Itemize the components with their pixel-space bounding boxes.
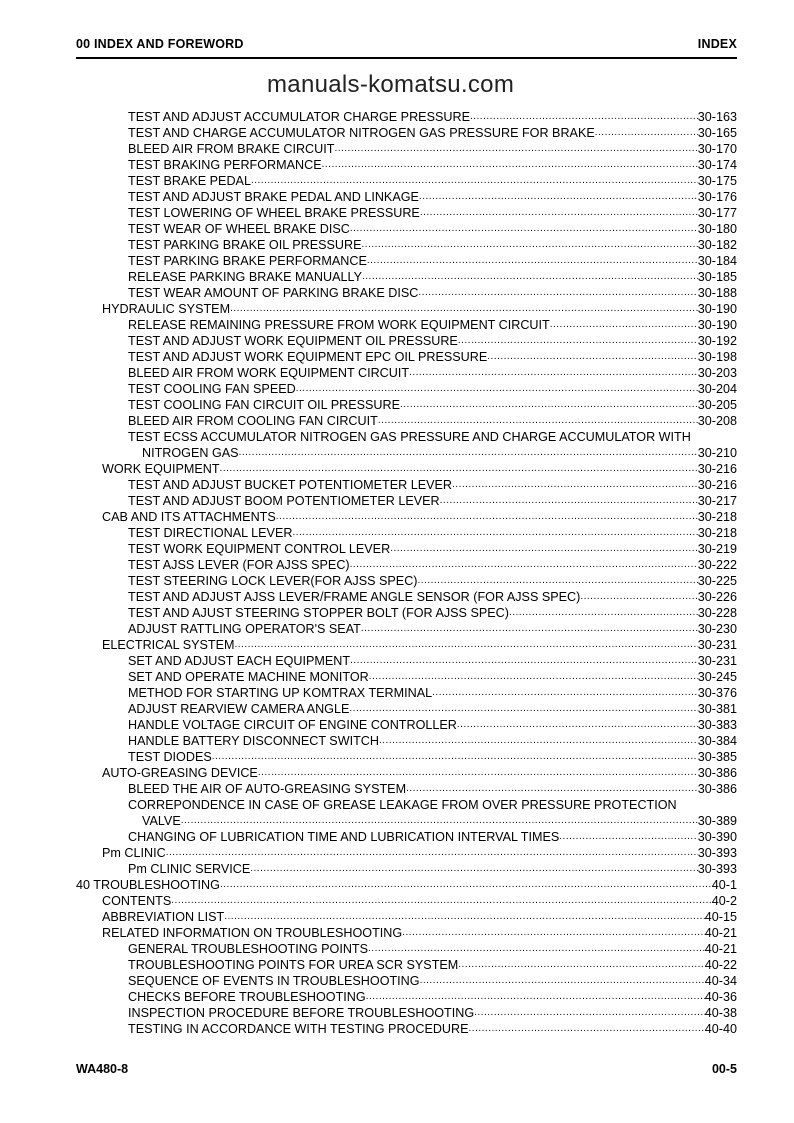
toc-entry-label: BLEED AIR FROM BRAKE CIRCUIT bbox=[128, 142, 335, 156]
toc-entry-page: 30-385 bbox=[697, 750, 737, 764]
dot-leader bbox=[409, 365, 698, 381]
dot-leader bbox=[474, 1005, 705, 1021]
dot-leader bbox=[469, 1021, 705, 1037]
toc-entry-page: 40-21 bbox=[704, 926, 737, 940]
dot-leader bbox=[419, 189, 698, 205]
toc-entry[interactable] bbox=[76, 477, 737, 493]
dot-leader bbox=[432, 685, 698, 701]
dot-leader bbox=[420, 973, 705, 989]
toc-entry-label: CONTENTS bbox=[102, 894, 172, 908]
toc-entry-page: 40-38 bbox=[704, 1006, 737, 1020]
toc-entry-label: ADJUST RATTLING OPERATOR'S SEAT bbox=[128, 622, 361, 636]
toc-entry[interactable] bbox=[76, 893, 737, 909]
dot-leader bbox=[350, 557, 698, 573]
toc-entry-page: 30-175 bbox=[697, 174, 737, 188]
toc-entry-label: TEST DIRECTIONAL LEVER bbox=[128, 526, 293, 540]
toc-entry-page: 30-163 bbox=[697, 110, 737, 124]
toc-entry-label: TEST WEAR AMOUNT OF PARKING BRAKE DISC bbox=[128, 286, 419, 300]
dot-leader bbox=[224, 909, 705, 925]
toc-entry[interactable] bbox=[76, 941, 737, 957]
dot-leader bbox=[487, 349, 698, 365]
dot-leader bbox=[349, 701, 697, 717]
toc-entry-label: WORK EQUIPMENT bbox=[102, 462, 220, 476]
toc-entry-page: 30-192 bbox=[697, 334, 737, 348]
toc-entry-page: 30-386 bbox=[697, 782, 737, 796]
toc-entry-label: TEST AND ADJUST BOOM POTENTIOMETER LEVER bbox=[128, 494, 440, 508]
table-of-contents bbox=[76, 109, 737, 1037]
toc-entry[interactable] bbox=[76, 957, 737, 973]
toc-entry[interactable] bbox=[76, 621, 737, 637]
toc-entry-label: TEST AND ADJUST WORK EQUIPMENT OIL PRESSURE bbox=[128, 334, 458, 348]
toc-entry-label: CHECKS BEFORE TROUBLESHOOTING bbox=[128, 990, 366, 1004]
toc-entry[interactable] bbox=[76, 269, 737, 285]
toc-entry-label: HYDRAULIC SYSTEM bbox=[102, 302, 231, 316]
toc-entry[interactable] bbox=[76, 413, 737, 429]
dot-leader bbox=[361, 621, 698, 637]
toc-entry-page: 30-205 bbox=[697, 398, 737, 412]
toc-entry-page: 30-185 bbox=[697, 270, 737, 284]
dot-leader bbox=[580, 589, 697, 605]
dot-leader bbox=[559, 829, 698, 845]
toc-entry[interactable] bbox=[76, 925, 737, 941]
toc-entry-page: 30-208 bbox=[697, 414, 737, 428]
toc-entry-label: TROUBLESHOOTING POINTS FOR UREA SCR SYSTEM bbox=[128, 958, 459, 972]
dot-leader bbox=[220, 461, 698, 477]
toc-entry-page: 30-225 bbox=[697, 574, 737, 588]
dot-leader bbox=[235, 637, 698, 653]
dot-leader bbox=[440, 493, 698, 509]
toc-entry[interactable] bbox=[76, 989, 737, 1005]
toc-entry-label: CAB AND ITS ATTACHMENTS bbox=[102, 510, 276, 524]
toc-entry-label: Pm CLINIC bbox=[102, 846, 166, 860]
toc-entry[interactable] bbox=[76, 109, 737, 125]
toc-entry[interactable] bbox=[76, 765, 737, 781]
dot-leader bbox=[418, 285, 697, 301]
toc-entry[interactable] bbox=[76, 861, 737, 877]
toc-entry[interactable] bbox=[76, 189, 737, 205]
toc-entry[interactable] bbox=[76, 221, 737, 237]
header-section-title: 00 INDEX AND FOREWORD bbox=[76, 37, 244, 51]
toc-entry[interactable] bbox=[76, 605, 737, 621]
toc-entry[interactable] bbox=[76, 509, 737, 525]
dot-leader bbox=[334, 141, 697, 157]
watermark: manuals-komatsu.com bbox=[267, 71, 515, 98]
toc-entry-page: 30-204 bbox=[697, 382, 737, 396]
toc-entry[interactable] bbox=[76, 717, 737, 733]
toc-entry[interactable] bbox=[76, 301, 737, 317]
header-page-title: INDEX bbox=[697, 37, 737, 51]
toc-entry-label: TEST AND ADJUST BRAKE PEDAL AND LINKAGE bbox=[128, 190, 419, 204]
toc-entry[interactable] bbox=[76, 573, 737, 589]
dot-leader bbox=[171, 893, 712, 909]
toc-entry-label: ELECTRICAL SYSTEM bbox=[102, 638, 235, 652]
toc-entry-label: BLEED AIR FROM COOLING FAN CIRCUIT bbox=[128, 414, 378, 428]
toc-entry[interactable] bbox=[76, 637, 737, 653]
toc-entry[interactable] bbox=[76, 173, 737, 189]
toc-entry-page: 30-231 bbox=[697, 638, 737, 652]
toc-entry[interactable] bbox=[76, 205, 737, 221]
toc-entry-label: TEST LOWERING OF WHEEL BRAKE PRESSURE bbox=[128, 206, 420, 220]
toc-entry[interactable] bbox=[76, 253, 737, 269]
dot-leader bbox=[595, 125, 698, 141]
toc-entry-page: 30-228 bbox=[697, 606, 737, 620]
toc-entry-page: 40-34 bbox=[704, 974, 737, 988]
toc-entry-line[interactable]: TEST ECSS ACCUMULATOR NITROGEN GAS PRESSURE AND CHARGE ACCUMULATOR WITH bbox=[128, 430, 691, 444]
toc-entry[interactable] bbox=[76, 1005, 737, 1021]
dot-leader bbox=[212, 749, 698, 765]
toc-entry[interactable] bbox=[76, 557, 737, 573]
toc-entry[interactable] bbox=[76, 125, 737, 141]
toc-entry-label: TEST AND CHARGE ACCUMULATOR NITROGEN GAS PRESSURE FOR BRAKE bbox=[128, 126, 595, 140]
toc-entry-label: HANDLE BATTERY DISCONNECT SWITCH bbox=[128, 734, 379, 748]
toc-entry-label: TEST COOLING FAN SPEED bbox=[128, 382, 296, 396]
toc-entry-label: TEST DIODES bbox=[128, 750, 212, 764]
toc-entry[interactable] bbox=[76, 141, 737, 157]
toc-entry-page: 30-390 bbox=[697, 830, 737, 844]
toc-entry-line[interactable]: CORREPONDENCE IN CASE OF GREASE LEAKAGE FROM OVER PRESSURE PROTECTION bbox=[128, 798, 677, 812]
toc-entry-label: TEST BRAKE PEDAL bbox=[128, 174, 251, 188]
toc-entry-label: HANDLE VOLTAGE CIRCUIT OF ENGINE CONTROLLER bbox=[128, 718, 457, 732]
dot-leader bbox=[420, 205, 698, 221]
dot-leader bbox=[220, 877, 712, 893]
toc-entry-label: TEST AND ADJUST BUCKET POTENTIOMETER LEVER bbox=[128, 478, 453, 492]
toc-entry-label: TEST WEAR OF WHEEL BRAKE DISC bbox=[128, 222, 350, 236]
toc-entry-page: 30-216 bbox=[697, 462, 737, 476]
toc-entry-page: 30-170 bbox=[697, 142, 737, 156]
toc-entry-label: SET AND ADJUST EACH EQUIPMENT bbox=[128, 654, 351, 668]
toc-entry[interactable] bbox=[76, 461, 737, 477]
toc-entry-page: 30-210 bbox=[697, 446, 737, 460]
toc-entry-page: 30-198 bbox=[697, 350, 737, 364]
toc-entry-page: 30-217 bbox=[697, 494, 737, 508]
toc-entry[interactable] bbox=[76, 237, 737, 253]
toc-entry-page: 40-36 bbox=[704, 990, 737, 1004]
toc-entry-page: 30-386 bbox=[697, 766, 737, 780]
toc-entry-page: 30-216 bbox=[697, 478, 737, 492]
dot-leader bbox=[230, 301, 698, 317]
toc-entry-continuation bbox=[76, 445, 737, 461]
toc-entry[interactable] bbox=[76, 365, 737, 381]
toc-entry-page: 30-188 bbox=[697, 286, 737, 300]
toc-entry[interactable] bbox=[76, 589, 737, 605]
toc-entry-page: 30-203 bbox=[697, 366, 737, 380]
toc-entry-page: 30-190 bbox=[697, 302, 737, 316]
toc-entry-page: 30-177 bbox=[697, 206, 737, 220]
dot-leader bbox=[390, 541, 698, 557]
toc-entry[interactable] bbox=[76, 909, 737, 925]
toc-entry-label: 40 TROUBLESHOOTING bbox=[76, 878, 220, 892]
dot-leader bbox=[350, 221, 698, 237]
dot-leader bbox=[452, 477, 698, 493]
dot-leader bbox=[550, 317, 698, 333]
toc-entry-label: TEST AND AJUST STEERING STOPPER BOLT (FOR AJSS SPEC) bbox=[128, 606, 509, 620]
toc-entry[interactable] bbox=[76, 701, 737, 717]
toc-entry-label: INSPECTION PROCEDURE BEFORE TROUBLESHOOTING bbox=[128, 1006, 475, 1020]
toc-entry-page: 30-176 bbox=[697, 190, 737, 204]
toc-entry[interactable] bbox=[76, 157, 737, 173]
toc-entry-page: 30-218 bbox=[697, 526, 737, 540]
toc-entry[interactable] bbox=[76, 877, 737, 893]
toc-entry-label: TEST AND ADJUST WORK EQUIPMENT EPC OIL PRESSURE bbox=[128, 350, 488, 364]
toc-entry-label: TESTING IN ACCORDANCE WITH TESTING PROCEDURE bbox=[128, 1022, 469, 1036]
dot-leader bbox=[458, 333, 698, 349]
dot-leader bbox=[239, 445, 698, 461]
toc-entry-label: TEST WORK EQUIPMENT CONTROL LEVER bbox=[128, 542, 391, 556]
toc-entry[interactable] bbox=[76, 733, 737, 749]
toc-entry-page: 40-22 bbox=[704, 958, 737, 972]
toc-entry-label: NITROGEN GAS bbox=[142, 446, 239, 460]
toc-entry-page: 30-180 bbox=[697, 222, 737, 236]
toc-entry[interactable] bbox=[76, 1021, 737, 1037]
header-divider bbox=[76, 57, 737, 59]
footer-page-number: 00-5 bbox=[711, 1062, 737, 1076]
dot-leader bbox=[379, 733, 698, 749]
toc-entry-label: TEST AJSS LEVER (FOR AJSS SPEC) bbox=[128, 558, 350, 572]
toc-entry-page: 30-165 bbox=[697, 126, 737, 140]
toc-entry[interactable] bbox=[76, 349, 737, 365]
toc-entry-page: 40-2 bbox=[711, 894, 737, 908]
toc-entry-label: AUTO-GREASING DEVICE bbox=[102, 766, 258, 780]
dot-leader bbox=[366, 989, 705, 1005]
toc-entry-label: TEST AND ADJUST ACCUMULATOR CHARGE PRESSURE bbox=[128, 110, 470, 124]
dot-leader bbox=[362, 237, 698, 253]
toc-entry-page: 30-384 bbox=[697, 734, 737, 748]
toc-entry-label: VALVE bbox=[142, 814, 181, 828]
toc-entry[interactable] bbox=[76, 973, 737, 989]
toc-entry-label: TEST PARKING BRAKE OIL PRESSURE bbox=[128, 238, 362, 252]
dot-leader bbox=[251, 173, 698, 189]
toc-entry-page: 30-231 bbox=[697, 654, 737, 668]
toc-entry-label: SET AND OPERATE MACHINE MONITOR bbox=[128, 670, 369, 684]
toc-entry-label: BLEED AIR FROM WORK EQUIPMENT CIRCUIT bbox=[128, 366, 410, 380]
dot-leader bbox=[368, 941, 705, 957]
toc-entry-page: 30-190 bbox=[697, 318, 737, 332]
toc-entry[interactable] bbox=[76, 781, 737, 797]
toc-entry[interactable] bbox=[76, 381, 737, 397]
toc-entry[interactable] bbox=[76, 845, 737, 861]
toc-entry-page: 30-218 bbox=[697, 510, 737, 524]
dot-leader bbox=[350, 653, 698, 669]
toc-entry-page: 40-15 bbox=[704, 910, 737, 924]
toc-entry[interactable] bbox=[76, 397, 737, 413]
toc-entry-page: 30-245 bbox=[697, 670, 737, 684]
toc-entry-label: TEST STEERING LOCK LEVER(FOR AJSS SPEC) bbox=[128, 574, 418, 588]
toc-entry[interactable] bbox=[76, 541, 737, 557]
toc-entry[interactable] bbox=[76, 317, 737, 333]
dot-leader bbox=[378, 413, 698, 429]
toc-entry[interactable] bbox=[76, 829, 737, 845]
toc-entry-page: 30-376 bbox=[697, 686, 737, 700]
toc-entry[interactable] bbox=[76, 653, 737, 669]
toc-entry-label: TEST AND ADJUST AJSS LEVER/FRAME ANGLE SENSOR (FOR AJSS SPEC) bbox=[128, 590, 581, 604]
toc-entry[interactable] bbox=[76, 749, 737, 765]
dot-leader bbox=[406, 781, 698, 797]
toc-entry-page: 30-393 bbox=[697, 862, 737, 876]
dot-leader bbox=[322, 157, 698, 173]
toc-entry-label: SEQUENCE OF EVENTS IN TROUBLESHOOTING bbox=[128, 974, 420, 988]
dot-leader bbox=[292, 525, 697, 541]
toc-entry-label: ADJUST REARVIEW CAMERA ANGLE bbox=[128, 702, 350, 716]
dot-leader bbox=[296, 381, 698, 397]
toc-entry-page: 30-184 bbox=[697, 254, 737, 268]
toc-entry-label: TEST COOLING FAN CIRCUIT OIL PRESSURE bbox=[128, 398, 400, 412]
toc-entry-label: RELEASE PARKING BRAKE MANUALLY bbox=[128, 270, 362, 284]
toc-entry-page: 30-393 bbox=[697, 846, 737, 860]
toc-entry-label: METHOD FOR STARTING UP KOMTRAX TERMINAL bbox=[128, 686, 433, 700]
toc-entry[interactable] bbox=[76, 333, 737, 349]
toc-entry-page: 40-40 bbox=[704, 1022, 737, 1036]
dot-leader bbox=[457, 717, 698, 733]
dot-leader bbox=[367, 253, 698, 269]
toc-entry-label: Pm CLINIC SERVICE bbox=[128, 862, 251, 876]
toc-entry-label: TEST PARKING BRAKE PERFORMANCE bbox=[128, 254, 367, 268]
toc-entry-page: 30-230 bbox=[697, 622, 737, 636]
toc-entry-page: 40-1 bbox=[711, 878, 737, 892]
toc-entry-page: 40-21 bbox=[704, 942, 737, 956]
dot-leader bbox=[276, 509, 698, 525]
toc-entry-page: 30-226 bbox=[697, 590, 737, 604]
dot-leader bbox=[470, 109, 698, 125]
toc-entry-page: 30-174 bbox=[697, 158, 737, 172]
toc-entry-label: TEST BRAKING PERFORMANCE bbox=[128, 158, 322, 172]
toc-entry-page: 30-383 bbox=[697, 718, 737, 732]
toc-entry[interactable] bbox=[76, 525, 737, 541]
dot-leader bbox=[509, 605, 698, 621]
toc-entry-page: 30-381 bbox=[697, 702, 737, 716]
footer-model: WA480-8 bbox=[76, 1062, 129, 1076]
dot-leader bbox=[166, 845, 698, 861]
dot-leader bbox=[181, 813, 698, 829]
toc-entry-label: ABBREVIATION LIST bbox=[102, 910, 225, 924]
dot-leader bbox=[258, 765, 698, 781]
dot-leader bbox=[400, 397, 698, 413]
dot-leader bbox=[418, 573, 698, 589]
toc-entry[interactable] bbox=[76, 493, 737, 509]
dot-leader bbox=[458, 957, 705, 973]
toc-entry-label: CHANGING OF LUBRICATION TIME AND LUBRICATION INTERVAL TIMES bbox=[128, 830, 560, 844]
toc-entry-label: BLEED THE AIR OF AUTO-GREASING SYSTEM bbox=[128, 782, 407, 796]
toc-entry[interactable] bbox=[76, 285, 737, 301]
toc-entry[interactable] bbox=[76, 685, 737, 701]
dot-leader bbox=[362, 269, 698, 285]
dot-leader bbox=[369, 669, 698, 685]
dot-leader bbox=[250, 861, 698, 877]
toc-entry[interactable] bbox=[76, 669, 737, 685]
toc-entry-label: RELEASE REMAINING PRESSURE FROM WORK EQUIPMENT CIRCUIT bbox=[128, 318, 550, 332]
toc-entry-page: 30-389 bbox=[697, 814, 737, 828]
dot-leader bbox=[402, 925, 705, 941]
toc-entry-continuation bbox=[76, 813, 737, 829]
toc-entry-label: GENERAL TROUBLESHOOTING POINTS bbox=[128, 942, 369, 956]
toc-entry-page: 30-182 bbox=[697, 238, 737, 252]
toc-entry-label: RELATED INFORMATION ON TROUBLESHOOTING bbox=[102, 926, 403, 940]
toc-entry-page: 30-222 bbox=[697, 558, 737, 572]
toc-entry-page: 30-219 bbox=[697, 542, 737, 556]
